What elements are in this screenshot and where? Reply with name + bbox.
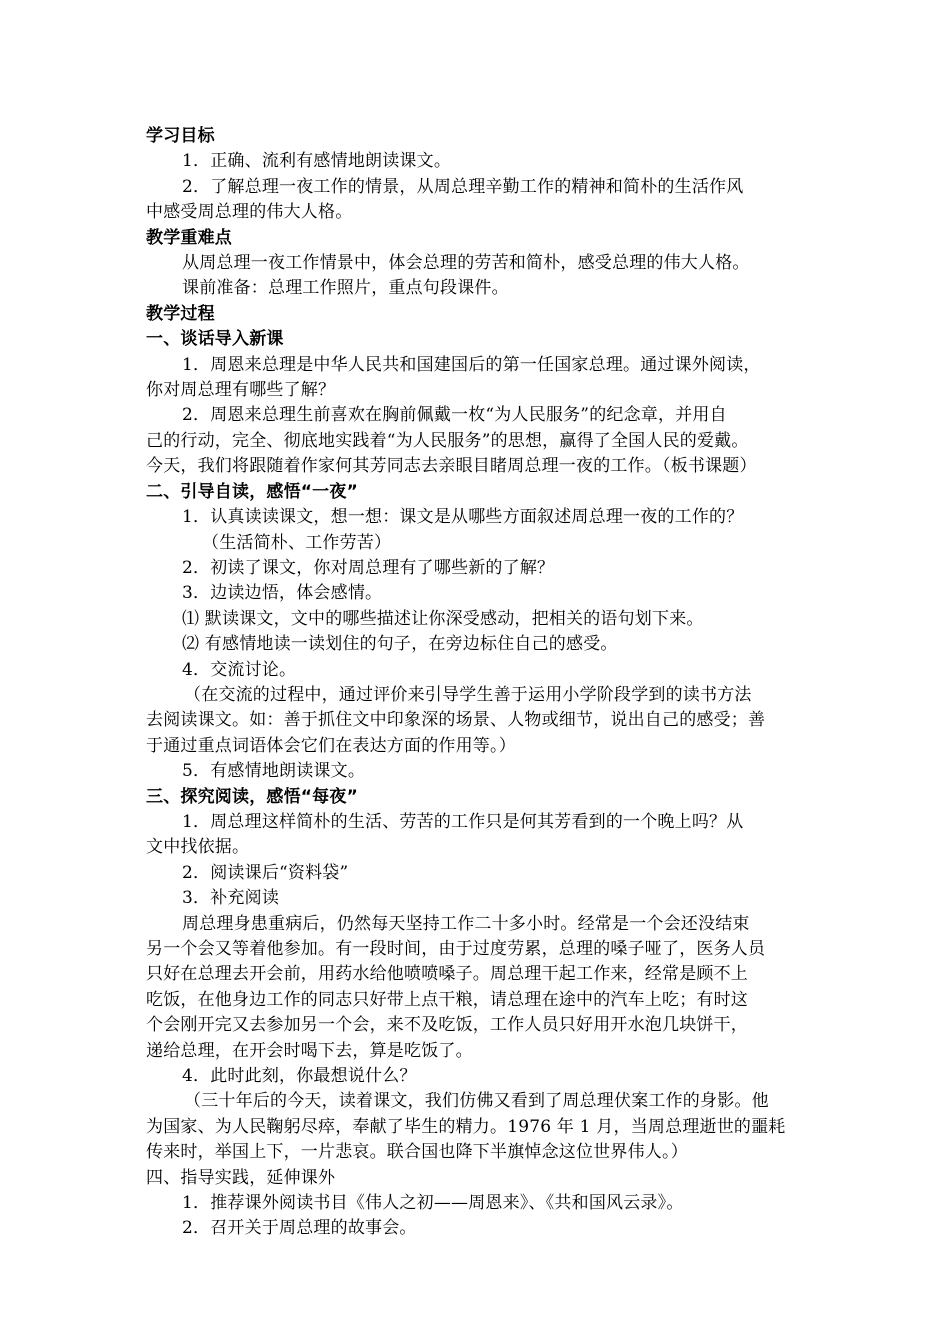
paragraph-line: 1．周总理这样简朴的生活、劳苦的工作只是何其芳看到的一个晚上吗？从: [182, 811, 744, 832]
section-heading-4: 四、指导实践，延伸课外: [146, 1167, 336, 1188]
paragraph-line: 另一个会又等着他参加。有一段时间，由于过度劳累，总理的嗓子哑了，医务人员: [146, 939, 766, 959]
paragraph-line: 1．正确、流利有感情地朗读课文。: [182, 151, 452, 172]
paragraph-line: （三十年后的今天，读着课文，我们仿佛又看到了周总理伏案工作的身影。他: [184, 1091, 769, 1112]
paragraph-line: 1．推荐课外阅读书目《伟人之初——周恩来》、《共和国风云录》。: [182, 1193, 684, 1214]
paragraph-line: （在交流的过程中，通过评价来引导学生善于运用小学阶段学到的读书方法: [184, 684, 752, 705]
section-heading-3: 三、探究阅读，感悟“每夜”: [146, 786, 358, 807]
paragraph-line: 3．补充阅读: [182, 888, 280, 909]
paragraph-line: 3．边读边悟，体会感情。: [182, 583, 383, 604]
heading-learning-goals: 学习目标: [146, 126, 215, 146]
paragraph-line: 4．交流讨论。: [182, 659, 297, 680]
paragraph-line: 去阅读课文。如：善于抓住文中印象深的场景、人物或细节，说出自己的感受；善: [146, 710, 766, 731]
paragraph-line: 1．认真读读课文，想一想：课文是从哪些方面叙述周总理一夜的工作的？: [182, 507, 744, 528]
paragraph-line: 为国家、为人民鞠躬尽瘁，奉献了毕生的精力。1976 年 1 月，当周总理逝世的噩耗: [146, 1116, 786, 1137]
paragraph-line: 4．此时此刻，你最想说什么？: [182, 1066, 417, 1087]
document-page: [146, 124, 814, 1242]
paragraph-line: 今天，我们将跟随着作家何其芳同志去亲眼目睹周总理一夜的工作。（板书课题）: [146, 456, 757, 477]
paragraph-line: 递给总理，在开会时喝下去，算是吃饭了。: [146, 1040, 473, 1061]
paragraph-line: 从周总理一夜工作情景中，体会总理的劳苦和简朴，感受总理的伟大人格。: [182, 253, 750, 274]
paragraph-line: 吃饭，在他身边工作的同志只好带上点干粮，请总理在途中的汽车上吃；有时这: [146, 989, 748, 1010]
paragraph-line: 2．召开关于周总理的故事会。: [182, 1218, 417, 1239]
paragraph-line: 中感受周总理的伟大人格。: [146, 202, 353, 223]
paragraph-line: 2．周恩来总理生前喜欢在胸前佩戴一枚“为人民服务”的纪念章，并用自: [182, 405, 727, 426]
paragraph-line: 1．周恩来总理是中华人民共和国建国后的第一任国家总理。通过课外阅读，: [182, 354, 761, 375]
paragraph-line: 5．有感情地朗读课文。: [182, 761, 366, 782]
paragraph-line: 2．阅读课后“资料袋”: [182, 862, 349, 883]
paragraph-line: 课前准备：总理工作照片，重点句段课件。: [182, 278, 509, 299]
paragraph-line: （生活简朴、工作劳苦）: [202, 532, 392, 553]
paragraph-line: ⑴ 默读课文，文中的哪些描述让你深受感动，把相关的语句划下来。: [182, 608, 704, 629]
paragraph-line: 你对周总理有哪些了解？: [146, 380, 336, 401]
paragraph-line: 己的行动，完全、彻底地实践着“为人民服务”的思想，赢得了全国人民的爱戴。: [146, 430, 749, 451]
paragraph-line: 周总理身患重病后，仍然每天坚持工作二十多小时。经常是一个会还没结束: [182, 913, 750, 934]
paragraph-line: 传来时，举国上下，一片悲哀。联合国也降下半旗悼念这位世界伟人。）: [146, 1142, 688, 1163]
paragraph-line: ⑵ 有感情地读一读划住的句子，在旁边标住自己的感受。: [182, 634, 618, 655]
paragraph-line: 只好在总理去开会前，用药水给他喷喷嗓子。周总理干起工作来，经常是顾不上: [146, 964, 748, 985]
heading-key-difficulties: 教学重难点: [146, 227, 232, 248]
paragraph-line: 2．初读了课文，你对周总理有了哪些新的了解？: [182, 557, 555, 578]
section-heading-2: 二、引导自读，感悟“一夜”: [146, 481, 358, 502]
paragraph-line: 于通过重点词语体会它们在表达方面的作用等。）: [146, 735, 516, 756]
heading-teaching-process: 教学过程: [146, 303, 215, 324]
paragraph-line: 2．了解总理一夜工作的情景，从周总理辛勤工作的精神和简朴的生活作风: [182, 176, 744, 197]
section-heading-1: 一、谈话导入新课: [146, 329, 284, 350]
paragraph-line: 文中找依据。: [146, 837, 250, 858]
paragraph-line: 个会刚开完又去参加另一个会，来不及吃饭，工作人员只好用开水泡几块饼干，: [146, 1015, 748, 1036]
